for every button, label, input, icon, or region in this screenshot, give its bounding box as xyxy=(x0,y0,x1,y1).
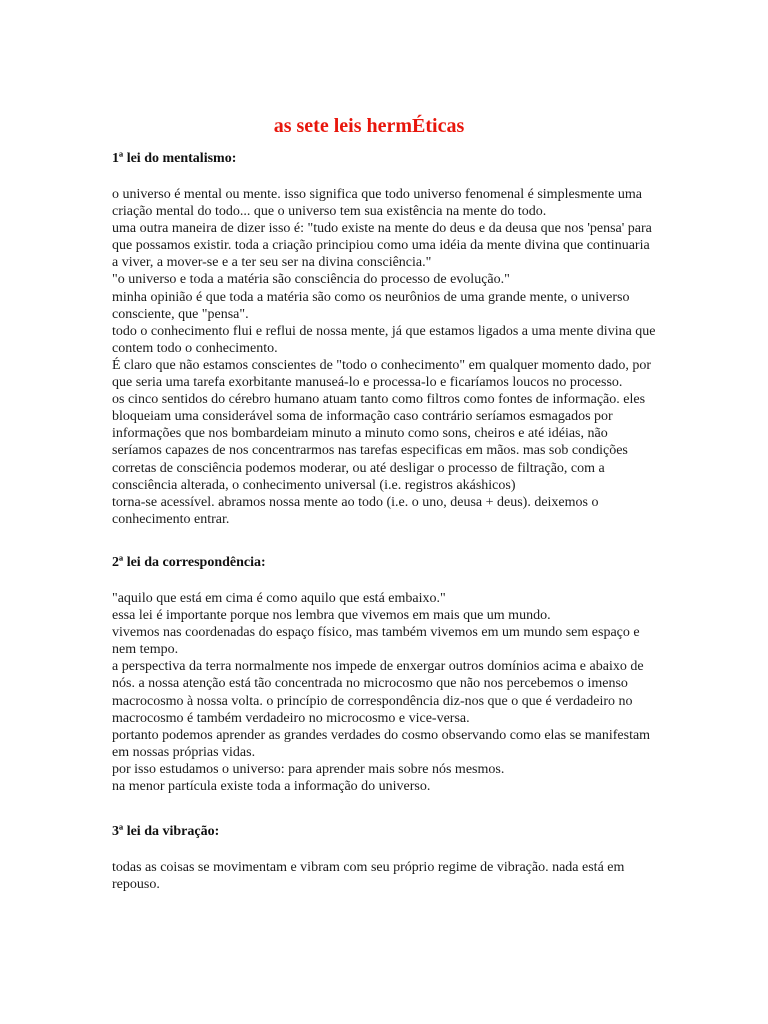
text-line: consciência alterada, o conhecimento universal (i.e. registros akáshicos) xyxy=(112,477,516,493)
text-line: seríamos capazes de nos concentrarmos nas tarefas especificas em mãos. mas sob condições xyxy=(112,443,628,459)
text-line: contem todo o conhecimento. xyxy=(112,340,278,356)
text-line: nem tempo. xyxy=(112,642,179,658)
text-line: a viver, a mover-se e a ter seu ser na divina consciência." xyxy=(112,255,432,271)
text-line: É claro que não estamos conscientes de "todo o conhecimento" em qualquer momento dado, por xyxy=(112,357,651,373)
text-line: conhecimento entrar. xyxy=(112,511,230,527)
text-line: corretas de consciência podemos moderar, ou até desligar o processo de filtração, com a xyxy=(112,460,605,476)
section-mentalismo xyxy=(112,150,712,528)
text-line: criação mental do todo... que o universo tem sua existência na mente do todo. xyxy=(112,204,547,220)
text-line: uma outra maneira de dizer isso é: "tudo existe na mente do deus e da deusa que nos 'pensa' para xyxy=(112,221,652,237)
section-body xyxy=(112,859,712,893)
text-line: em nossas próprias vidas. xyxy=(112,744,256,760)
text-line: por isso estudamos o universo: para aprender mais sobre nós mesmos. xyxy=(112,761,505,777)
text-line: nós. a nossa atenção está tão concentrada no microcosmo que não nos percebemos o imenso xyxy=(112,676,628,692)
text-line: macrocosmo é também verdadeiro no microcosmo e vice-versa. xyxy=(112,710,470,726)
section-correspondencia xyxy=(112,554,712,795)
text-line: o universo é mental ou mente. isso significa que todo universo fenomenal é simplesmente uma xyxy=(112,187,642,202)
text-line: a perspectiva da terra normalmente nos impede de enxergar outros domínios acima e abaixo de xyxy=(112,659,644,675)
text-line: que possamos existir. toda a criação principiou como uma idéia da mente divina que continuaria xyxy=(112,238,650,254)
section-heading: 2ª lei da correspondência: xyxy=(112,555,266,570)
text-line: informações que nos bombardeiam minuto a minuto como sons, cheiros e até idéias, não xyxy=(112,426,608,442)
text-line: essa lei é importante porque nos lembra que vivemos em mais que um mundo. xyxy=(112,608,551,624)
text-line: vivemos nas coordenadas do espaço físico, mas também vivemos em um mundo sem espaço e xyxy=(112,625,640,641)
text-line: que seria uma tarefa exorbitante manuseá-lo e processa-lo e ficaríamos loucos no processo. xyxy=(112,375,623,391)
text-line: torna-se acessível. abramos nossa mente ao todo (i.e. o uno, deusa + deus). deixemos o xyxy=(112,494,599,510)
text-line: os cinco sentidos do cérebro humano atuam tanto como filtros como fontes de informação. eles xyxy=(112,392,646,408)
text-line: repouso. xyxy=(112,877,160,893)
section-body xyxy=(112,186,712,528)
text-line: minha opinião é que toda a matéria são como os neurônios de uma grande mente, o universo xyxy=(112,289,630,305)
section-heading: 1ª lei do mentalismo: xyxy=(112,151,237,166)
text-line: "o universo e toda a matéria são consciência do processo de evolução." xyxy=(112,272,510,288)
text-line: consciente, que "pensa". xyxy=(112,306,249,322)
text-line: "aquilo que está em cima é como aquilo que está embaixo." xyxy=(112,591,446,606)
section-heading: 3ª lei da vibração: xyxy=(112,824,220,839)
document-title: as sete leis hermÉticas xyxy=(273,115,465,137)
text-line: todas as coisas se movimentam e vibram com seu próprio regime de vibração. nada está em xyxy=(112,860,625,875)
text-line: todo o conhecimento flui e reflui de nossa mente, já que estamos ligados a uma mente divina que xyxy=(112,323,656,339)
section-body xyxy=(112,590,712,795)
text-line: macrocosmo à nossa volta. o princípio de correspondência diz-nos que o que é verdadeiro no xyxy=(112,693,633,709)
section-vibracao xyxy=(112,823,712,893)
text-line: portanto podemos aprender as grandes verdades do cosmo observando como elas se manifestam xyxy=(112,727,651,743)
text-line: na menor partícula existe toda a informação do universo. xyxy=(112,779,431,795)
text-line: bloqueiam uma considerável soma de informação caso contrário seríamos esmagados por xyxy=(112,409,613,425)
